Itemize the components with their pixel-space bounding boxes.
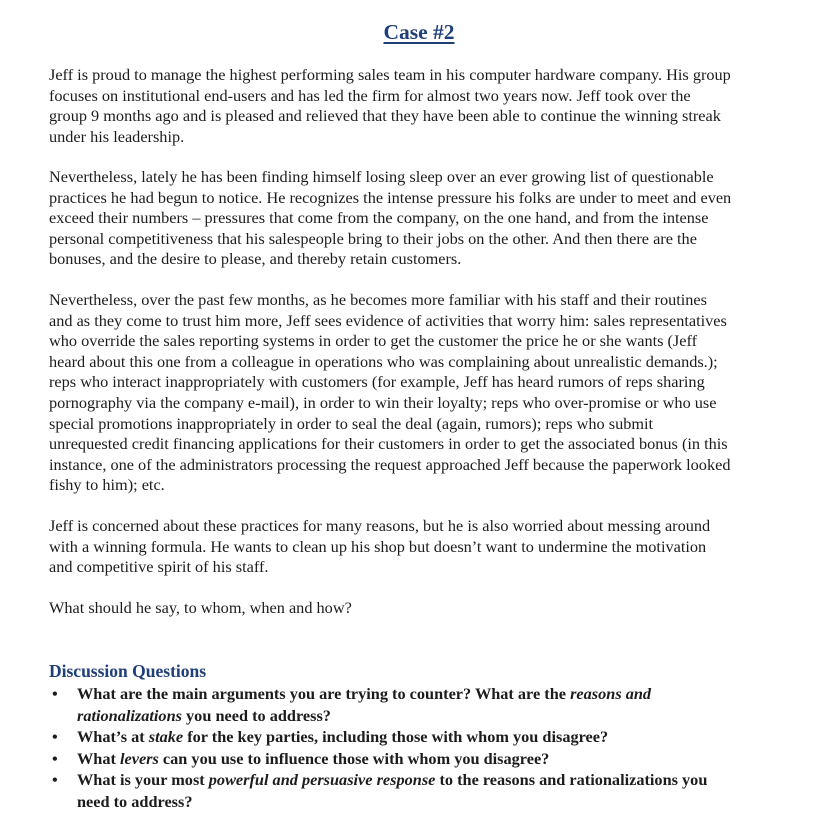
paragraph-evidence	[49, 290, 809, 496]
question-line: What levers can you use to influence those with whom you disagree?	[77, 748, 550, 768]
discussion-question	[49, 769, 809, 812]
paragraph-question	[49, 598, 809, 619]
question-line: What are the main arguments you are trying to counter? What are the reasons and	[77, 684, 652, 703]
bullet-icon: •	[52, 770, 58, 789]
text-line: bonuses, and the desire to please, and thereby retain customers.	[49, 249, 462, 269]
text-line: who override the sales reporting systems in order to get the customer the price he or she wants (Jeff	[49, 331, 698, 351]
text-line: group 9 months ago and is pleased and relieved that they have been able to continue the winning streak	[49, 106, 721, 126]
text-line: fishy to him); etc.	[49, 475, 165, 495]
discussion-question	[49, 748, 809, 770]
question-line: rationalizations you need to address?	[77, 705, 331, 725]
text-line: Jeff is proud to manage the highest performing sales team in his computer hardware company. His group	[49, 65, 731, 84]
text-line: Nevertheless, over the past few months, as he becomes more familiar with his staff and their routines	[49, 290, 707, 309]
text-line: Nevertheless, lately he has been finding himself losing sleep over an ever growing list of questionable	[49, 167, 714, 186]
text-line: with a winning formula. He wants to clean up his shop but doesn’t want to undermine the motivation	[49, 536, 707, 556]
text-line: practices he had begun to notice. He recognizes the intense pressure his folks are under to meet and even	[49, 187, 732, 207]
text-line: focuses on institutional end-users and has led the firm for almost two years now. Jeff took over the	[49, 85, 691, 105]
discussion-question	[49, 683, 809, 726]
text-line: unrequested credit financing applications for their customers in order to get the associated bonus (in this	[49, 434, 728, 454]
bullet-icon: •	[52, 748, 58, 768]
text-line: heard about this one from a colleague in operations who was complaining about unrealistic demands.);	[49, 351, 718, 371]
question-line: What is your most powerful and persuasive response to the reasons and rationalizations you	[77, 770, 708, 789]
bullet-icon: •	[52, 684, 58, 703]
discussion-question	[49, 726, 809, 748]
bullet-icon: •	[52, 727, 58, 746]
text-line: personal competitiveness that his salespeople bring to their jobs on the other. And then there are the	[49, 228, 697, 248]
paragraph-concerns	[49, 167, 809, 270]
question-line: need to address?	[77, 791, 193, 811]
text-line: pornography via the company e-mail), in order to win their loyalty; reps who over-promise or who use	[49, 392, 717, 412]
paragraph-dilemma	[49, 516, 809, 578]
text-line: under his leadership.	[49, 126, 185, 146]
discussion-heading: Discussion Questions	[49, 661, 207, 681]
text-line: Jeff is concerned about these practices for many reasons, but he is also worried about messing around	[49, 516, 711, 535]
text-line: reps who interact inappropriately with customers (for example, Jeff has heard rumors of reps sharing	[49, 372, 705, 392]
discussion-questions-list	[49, 683, 809, 812]
text-line: What should he say, to whom, when and how?	[49, 598, 352, 617]
text-line: and as they come to trust him more, Jeff sees evidence of activities that worry him: sales representatives	[49, 310, 727, 330]
case-title: Case #2	[383, 20, 455, 44]
question-line: What’s at stake for the key parties, including those with whom you disagree?	[77, 727, 609, 746]
paragraph-intro	[49, 65, 809, 147]
text-line: instance, one of the administrators processing the request approached Jeff because the paperwork looked	[49, 454, 731, 474]
text-line: special promotions inappropriately in order to seal the deal (again, rumors); reps who submit	[49, 413, 654, 433]
text-line: and competitive spirit of his staff.	[49, 557, 269, 577]
text-line: exceed their numbers – pressures that come from the company, on the one hand, and from the intense	[49, 208, 709, 228]
